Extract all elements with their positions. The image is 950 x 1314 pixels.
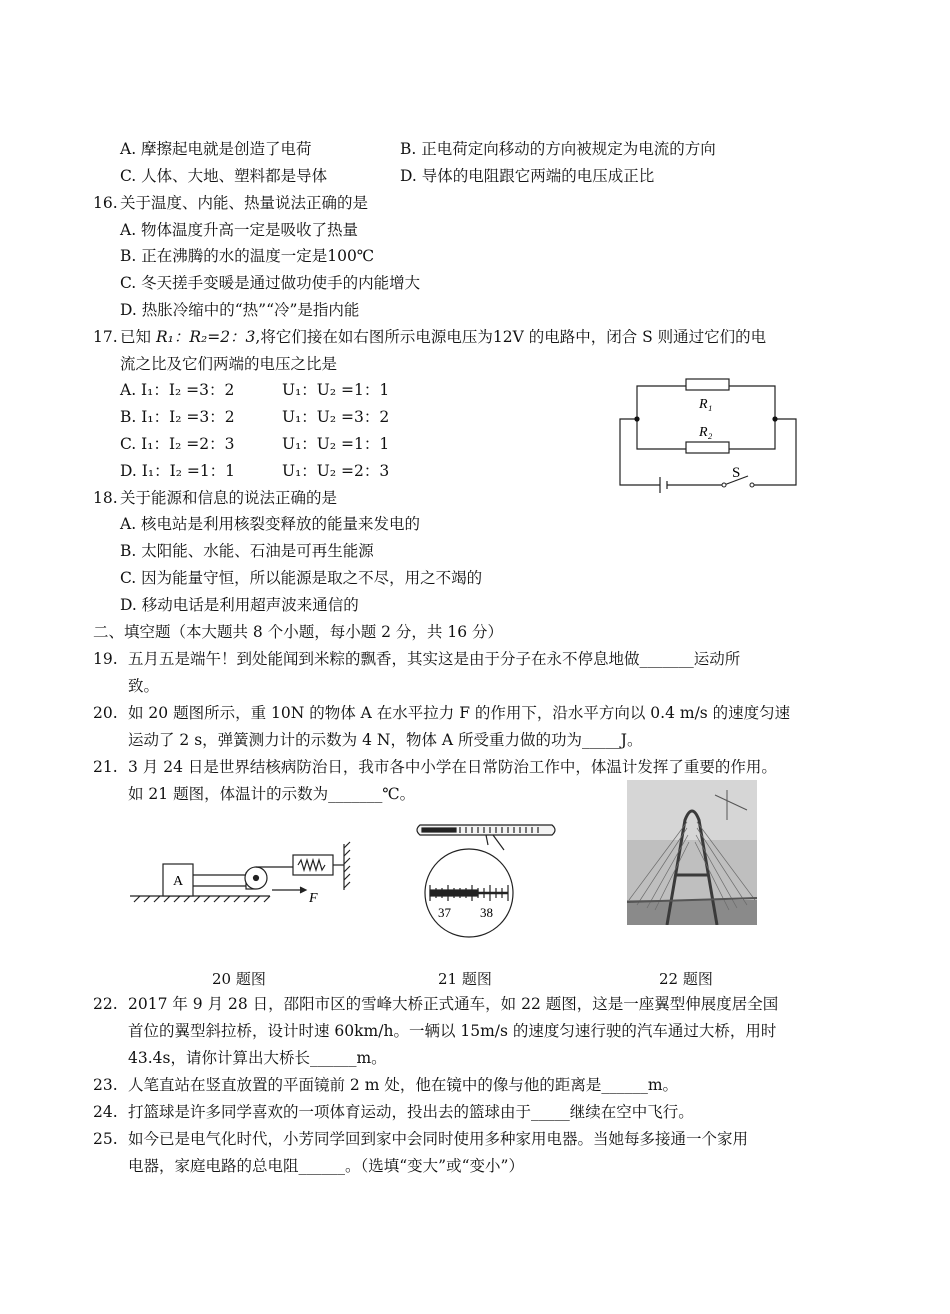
q18-option-d: D. 移动电话是利用超声波来通信的 (120, 596, 359, 614)
q17-option-d-current: D. I₁：I₂ =1：1 (120, 462, 236, 480)
caption-figure-20: 20 题图 (212, 970, 266, 988)
q22-line2: 首位的翼型斜拉桥，设计时速 60km/h。一辆以 15m/s 的速度匀速行驶的汽车通过大桥，用时 (128, 1022, 777, 1040)
q19-line1: 五月五是端午！到处能闻到米粽的飘香，其实这是由于分子在永不停息地做_______运动所 (128, 650, 741, 668)
q23-line1: 人笔直站在竖直放置的平面镜前 2 m 处，他在镜中的像与他的距离是______m。 (128, 1076, 679, 1094)
q17-option-a-voltage: U₁：U₂ =1：1 (282, 381, 390, 399)
tick-label-37: 37 (438, 905, 451, 920)
question-number: 24. (93, 1103, 118, 1121)
question-number: 20. (93, 704, 118, 722)
q16-option-d: D. 热胀冷缩中的“热”“冷”是指内能 (120, 301, 360, 319)
question-number: 18. (93, 489, 118, 507)
q17-stem-line2: 流之比及它们两端的电压之比是 (120, 355, 338, 373)
circuit-diagram (612, 372, 804, 494)
q21-line2: 如 21 题图，体温计的示数为_______℃。 (128, 785, 416, 803)
q17-option-c-voltage: U₁：U₂ =1：1 (282, 435, 390, 453)
q25-line2: 电器，家庭电路的总电阻______。（选填“变大”或“变小”） (128, 1157, 524, 1175)
q15-option-a: A. 摩擦起电就是创造了电荷 (120, 140, 312, 158)
q18-stem: 关于能源和信息的说法正确的是 (120, 489, 338, 507)
q15-option-d: D. 导体的电阻跟它两端的电压成正比 (400, 167, 655, 185)
question-number: 23. (93, 1076, 118, 1094)
q19-line2: 致。 (128, 677, 160, 695)
q18-option-a: A. 核电站是利用核裂变释放的能量来发电的 (120, 515, 421, 533)
q16-option-c: C. 冬天搓手变暖是通过做功使手的内能增大 (120, 274, 421, 292)
q15-option-c: C. 人体、大地、塑料都是导体 (120, 167, 328, 185)
battery (660, 477, 667, 493)
q17-option-d-voltage: U₁：U₂ =2：3 (282, 462, 390, 480)
caption-figure-21: 21 题图 (438, 970, 492, 988)
figure-20-pulley (128, 840, 352, 912)
section-heading: 二、填空题（本大题共 8 个小题，每小题 2 分，共 16 分） (93, 623, 504, 641)
q17-option-b-voltage: U₁：U₂ =3：2 (282, 408, 390, 426)
q22-line3: 43.4s，请你计算出大桥长______m。 (128, 1049, 387, 1067)
switch-label: S (732, 465, 741, 481)
question-number: 21. (93, 758, 118, 776)
q20-line1: 如 20 题图所示，重 10N 的物体 A 在水平拉力 F 的作用下，沿水平方向以 0.4 m/s 的速度匀速 (128, 704, 791, 722)
r1-label: R₁ (699, 397, 713, 412)
force-label: F (309, 891, 318, 906)
q16-stem: 关于温度、内能、热量说法正确的是 (120, 194, 369, 212)
resistor-r1 (686, 379, 729, 390)
q20-line2: 运动了 2 s，弹簧测力计的示数为 4 N，物体 A 所受重力做的功为_____J。 (128, 731, 643, 749)
q15-option-b: B. 正电荷定向移动的方向被规定为电流的方向 (400, 140, 716, 158)
question-number: 16. (93, 194, 118, 212)
q17-option-c-current: C. I₁：I₂ =2：3 (120, 435, 235, 453)
q16-option-a: A. 物体温度升高一定是吸收了热量 (120, 221, 359, 239)
q16-option-b: B. 正在沸腾的水的温度一定是100℃ (120, 247, 375, 265)
q24-line1: 打篮球是许多同学喜欢的一项体育运动，投出去的篮球由于_____继续在空中飞行。 (128, 1103, 694, 1121)
tick-label-38: 38 (480, 905, 493, 920)
question-number: 19. (93, 650, 118, 668)
question-number: 25. (93, 1130, 118, 1148)
q17-option-a-current: A. I₁：I₂ =3：2 (120, 381, 235, 399)
q18-option-c: C. 因为能量守恒，所以能源是取之不尽，用之不竭的 (120, 569, 483, 587)
q17-option-b-current: B. I₁：I₂ =3：2 (120, 408, 235, 426)
q18-option-b: B. 太阳能、水能、石油是可再生能源 (120, 542, 374, 560)
block-a-label: A (173, 874, 184, 889)
question-number: 22. (93, 995, 118, 1013)
q25-line1: 如今已是电气化时代，小芳同学回到家中会同时使用多种家用电器。当她每多接通一个家用 (128, 1130, 749, 1148)
figure-22-bridge-photo (627, 780, 757, 925)
caption-figure-22: 22 题图 (659, 970, 713, 988)
q17-stem: 已知 R₁：R₂=2：3,将它们接在如右图所示电源电压为12V 的电路中，闭合 S 则通过它们的电 (120, 328, 767, 346)
figure-21-thermometer (408, 818, 564, 940)
question-number: 17. (93, 328, 118, 346)
q21-line1: 3 月 24 日是世界结核病防治日，我市各中小学在日常防治工作中，体温计发挥了重要的作用。 (128, 758, 777, 776)
q22-line1: 2017 年 9 月 28 日，邵阳市区的雪峰大桥正式通车，如 22 题图，这是一座翼型伸展度居全国 (128, 995, 779, 1013)
resistor-r2 (686, 442, 729, 453)
r2-label: R₂ (699, 425, 713, 440)
